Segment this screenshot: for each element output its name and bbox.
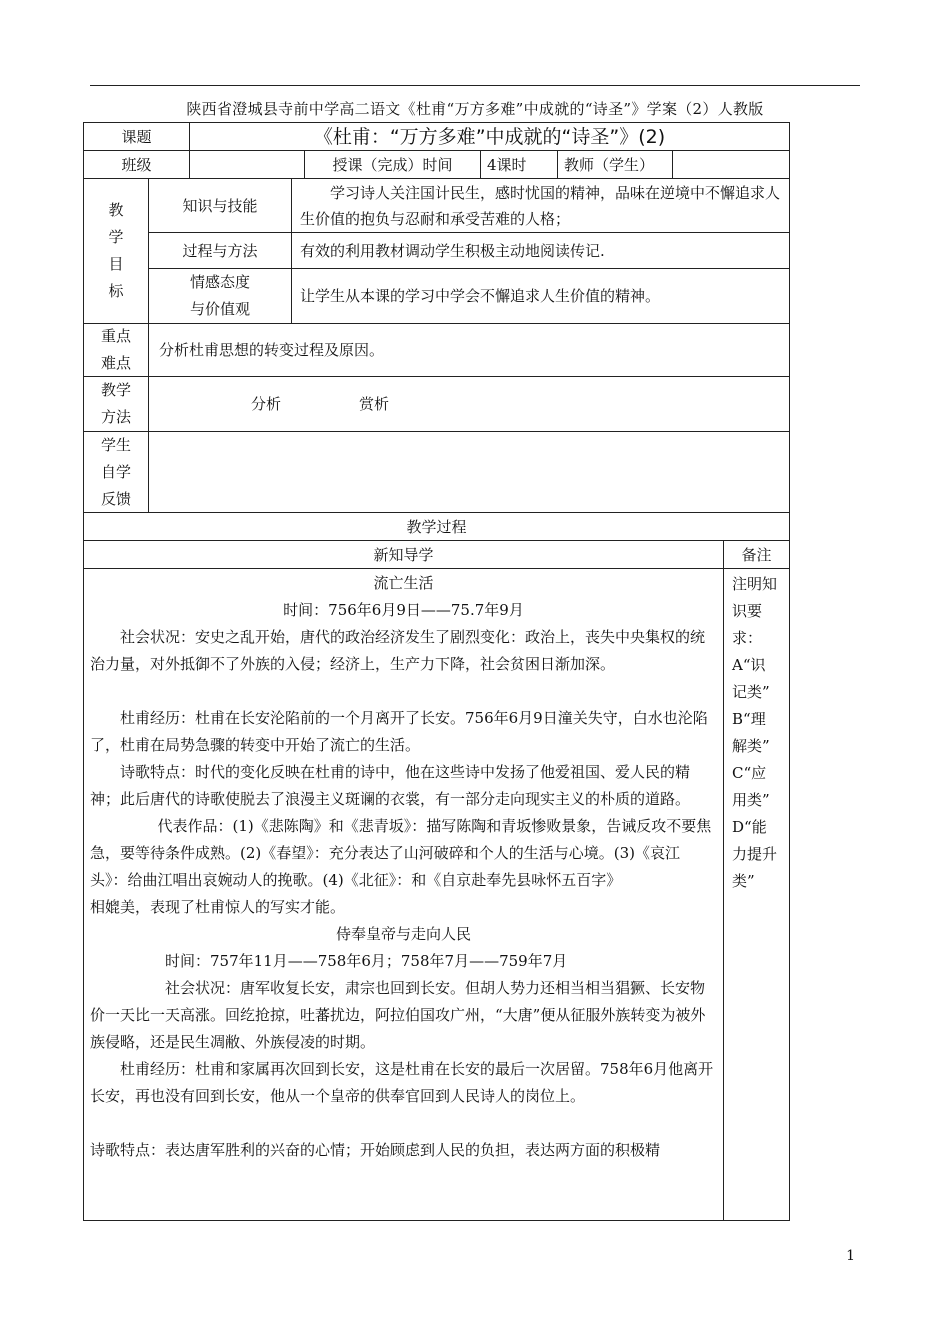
notes-header: 备注	[741, 545, 772, 564]
notes-line: 力提升	[732, 845, 778, 863]
title-value-cell	[189, 122, 790, 151]
keypoints-text: 分析杜甫思想的转变过程及原因。	[159, 341, 385, 359]
notes-cell	[723, 568, 790, 1221]
feedback-label-line3: 反馈	[100, 489, 131, 508]
process-text: 有效的利用教材调动学生积极主动地阅读传记.	[300, 241, 605, 260]
notes-line: 求：	[732, 629, 763, 647]
objectives-label-char: 学	[108, 228, 124, 246]
feedback-label-line2: 自学	[100, 462, 131, 481]
section1-title: 流亡生活	[373, 574, 434, 592]
teacher-label-cell	[557, 150, 673, 179]
class-value-cell	[189, 150, 305, 179]
method-analysis: 分析	[251, 395, 282, 413]
notes-line: 识要	[732, 602, 763, 620]
keypoints-label-line1: 重点	[100, 327, 131, 345]
emotion-text: 让学生从本课的学习中学会不懈追求人生价值的精神。	[300, 287, 661, 305]
feedback-label-line1: 学生	[100, 435, 131, 454]
header-rule	[90, 85, 860, 86]
process-title-cell	[83, 512, 790, 541]
objectives-label-char: 教	[108, 201, 124, 219]
knowledge-text-cell	[291, 178, 790, 233]
notes-line: 类”	[732, 872, 755, 890]
process-title: 教学过程	[406, 517, 467, 536]
blank-line	[90, 678, 717, 705]
title-label: 课题	[121, 127, 152, 146]
section1-works-end: 相媲美，表现了杜甫惊人的写实才能。	[90, 898, 346, 916]
notes-line: A“识	[732, 656, 766, 674]
time-label: 授课（完成）时间	[332, 155, 453, 174]
teacher-value-cell	[672, 150, 790, 179]
document-header: 陕西省澄城县寺前中学高二语文《杜甫“万方多难”中成就的“诗圣”》学案（2）人教版	[186, 100, 764, 118]
section1-works: 代表作品：(1)《悲陈陶》和《悲青坂》：描写陈陶和青坂惨败景象，告诫反攻不要焦急，要等待条件成熟。(2)《春望》：充分表达了山河破碎和个人的生活与心境。(3)《哀江头》：给曲江唱出哀婉动人的挽歌。(4)《北征》：和《自京赴奉先县咏怀五百字》	[90, 817, 712, 889]
teacher-label: 教师（学生）	[564, 155, 655, 174]
section2-poetry: 诗歌特点：表达唐军胜利的兴奋的心情；开始顾虑到人民的负担，表达两方面的积极精	[90, 1141, 661, 1159]
knowledge-label: 知识与技能	[182, 196, 258, 215]
page-number: 1	[846, 1248, 855, 1264]
section1-social: 社会状况：安史之乱开始，唐代的政治经济发生了剧烈变化：政治上，丧失中央集权的统治力量，对外抵御不了外族的入侵；经济上，生产力下降，社会贫困日渐加深。	[90, 628, 706, 673]
notes-line: B“理	[732, 710, 766, 728]
methods-label-line2: 方法	[100, 408, 131, 426]
objectives-label-cell	[83, 178, 149, 324]
time-label-cell	[304, 150, 481, 179]
notes-line: D“能	[732, 818, 767, 836]
keypoints-label-cell	[83, 323, 149, 377]
new-knowledge-header: 新知导学	[373, 545, 434, 564]
feedback-label-cell	[83, 431, 149, 513]
emotion-text-cell	[291, 268, 790, 324]
emotion-label-line2: 与价值观	[189, 300, 250, 318]
notes-header-cell	[723, 540, 790, 569]
section1-poetry: 诗歌特点：时代的变化反映在杜甫的诗中，他在这些诗中发扬了他爱祖国、爱人民的精神；此后唐代的诗歌使脱去了浪漫主义斑谰的衣裳，有一部分走向现实主义的朴质的道路。	[90, 763, 691, 808]
class-label-cell	[83, 150, 190, 179]
feedback-value-cell	[148, 431, 790, 513]
emotion-label-cell	[148, 268, 292, 324]
hours-cell	[480, 150, 558, 179]
methods-label-line1: 教学	[100, 381, 131, 399]
notes-line: 解类”	[732, 737, 770, 755]
objectives-label-char: 目	[108, 255, 124, 273]
methods-label-cell	[83, 376, 149, 432]
section1-experience: 杜甫经历：杜甫在长安沦陷前的一个月离开了长安。756年6月9日潼关失守，白水也沦陷了，杜甫在局势急骤的转变中开始了流亡的生活。	[90, 709, 708, 754]
notes-line: C“应	[732, 764, 767, 782]
notes-line: 注明知	[732, 575, 778, 593]
lesson-title: 《杜甫：“万方多难”中成就的“诗圣”》(2)	[313, 125, 666, 148]
section2-social: 社会状况：唐军收复长安，肃宗也回到长安。但胡人势力还相当相当猖獗、长安物价一天比一天高涨。回纥抢掠，吐蕃扰边，阿拉伯国攻广州，“大唐”便从征服外族转变为被外族侵略，还是民生凋敝、外族侵凌的时期。	[90, 979, 706, 1051]
objectives-label-char: 标	[108, 282, 124, 300]
section2-time: 时间：757年11月——758年6月；758年7月——759年7月	[165, 952, 568, 970]
process-label: 过程与方法	[182, 241, 258, 260]
method-appreciation: 赏析	[359, 395, 390, 413]
title-label-cell	[83, 122, 190, 151]
knowledge-text: 学习诗人关注国计民生，感时忧国的精神，品味在逆境中不懈追求人生价值的抱负与忍耐和承受苦难的人格；	[300, 184, 781, 228]
methods-text-cell	[148, 376, 790, 432]
emotion-label-line1: 情感态度	[189, 273, 250, 291]
process-text-cell	[291, 232, 790, 269]
main-content-cell	[83, 568, 724, 1221]
hours-value: 4课时	[487, 155, 527, 174]
section2-experience: 杜甫经历：杜甫和家属再次回到长安，这是杜甫在长安的最后一次居留。758年6月他离开长安，再也没有回到长安，他从一个皇帝的供奉官回到人民诗人的岗位上。	[90, 1060, 714, 1105]
process-label-cell	[148, 232, 292, 269]
knowledge-label-cell	[148, 178, 292, 233]
section2-title: 侍奉皇帝与走向人民	[335, 925, 471, 943]
section1-time: 时间：756年6月9日——75.7年9月	[283, 601, 524, 619]
notes-line: 记类”	[732, 683, 770, 701]
new-knowledge-cell	[83, 540, 724, 569]
blank-line	[90, 1110, 717, 1137]
keypoints-label-line2: 难点	[100, 354, 131, 372]
class-label: 班级	[121, 155, 152, 174]
keypoints-text-cell	[148, 323, 790, 377]
notes-line: 用类”	[732, 791, 770, 809]
